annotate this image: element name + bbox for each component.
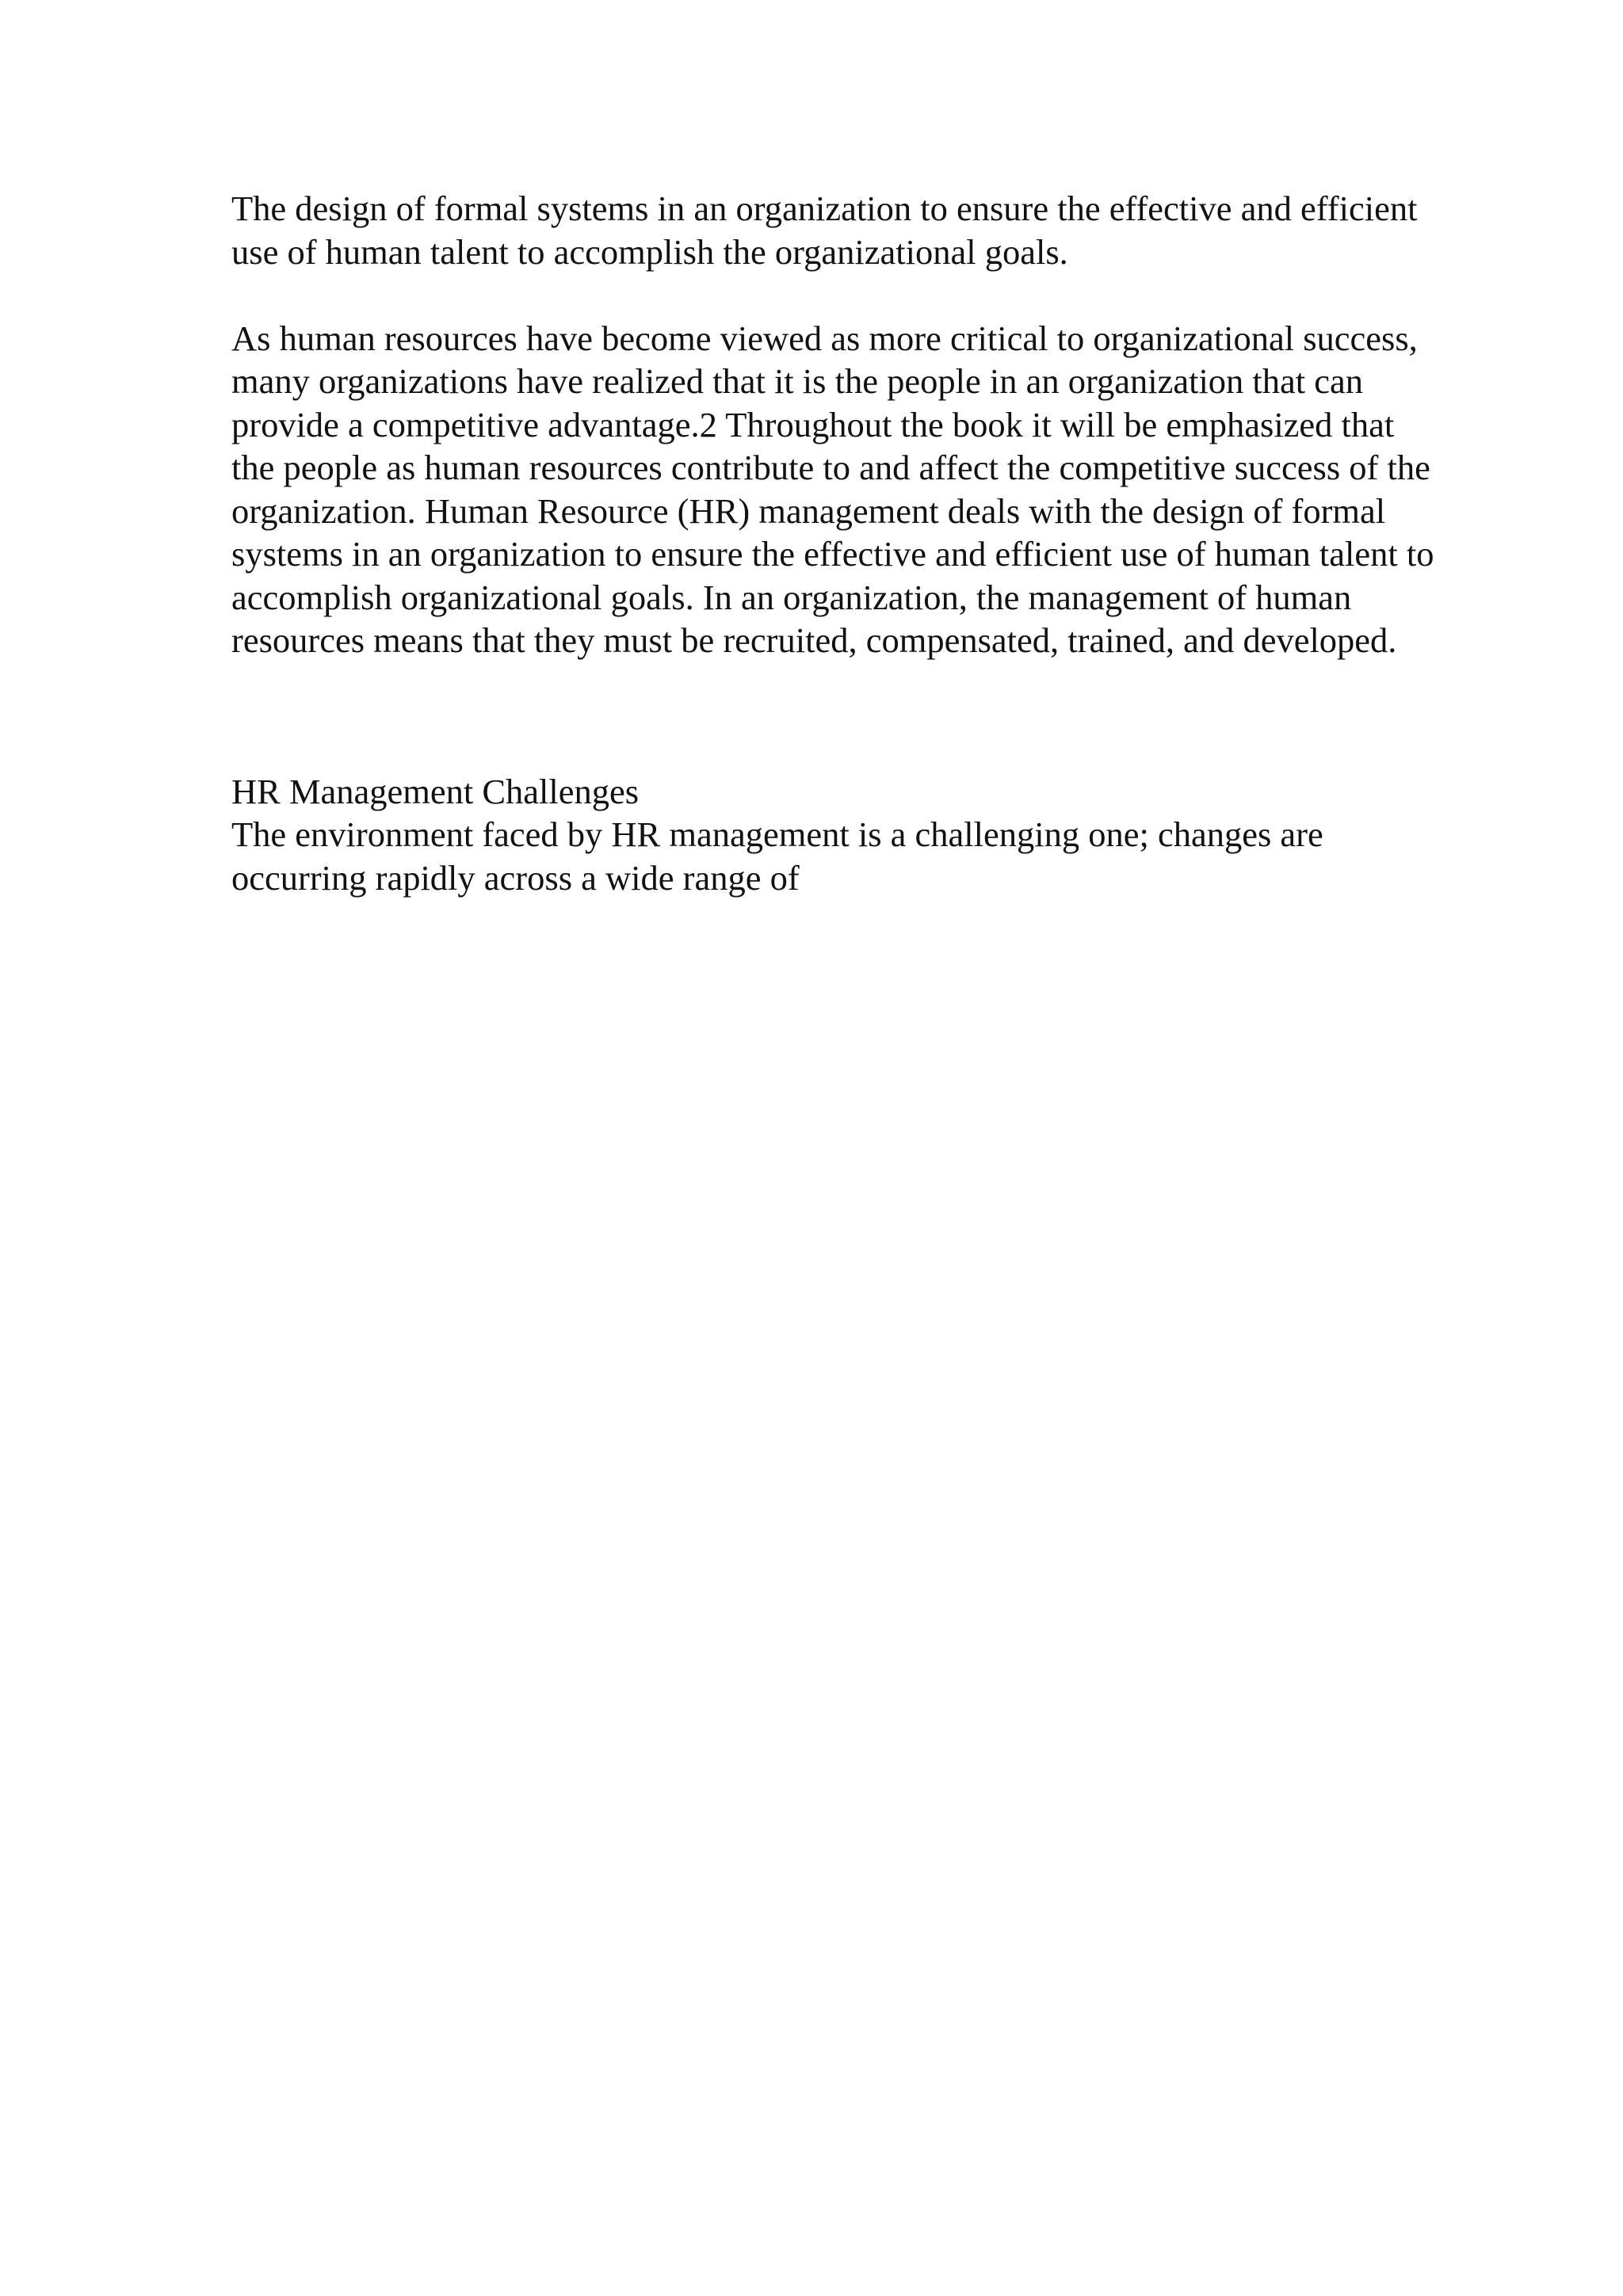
- text-line: As human resources have become viewed as more critical to organizational success,: [231, 318, 1418, 358]
- section-spacer: [231, 662, 1594, 770]
- text-line: accomplish organizational goals. In an organization, the management of human: [231, 577, 1352, 617]
- text-line: systems in an organization to ensure the effective and efficient use of human talent to: [231, 534, 1434, 574]
- text-line: occurring rapidly across a wide range of: [231, 857, 800, 898]
- text-line: many organizations have realized that it is the people in an organization that can: [231, 361, 1364, 401]
- document-body: [231, 187, 1594, 899]
- section-heading: HR Management Challenges: [231, 771, 640, 811]
- text-line: The design of formal systems in an organization to ensure the effective and efficient: [231, 189, 1418, 228]
- text-line: use of human talent to accomplish the organizational goals.: [231, 231, 1068, 272]
- paragraph-spacer: [231, 273, 1594, 317]
- paragraph-hr-overview: [231, 317, 1594, 662]
- text-line: organization. Human Resource (HR) management deals with the design of formal: [231, 490, 1386, 531]
- section-hr-challenges: [231, 770, 1594, 900]
- paragraph-definition: [231, 187, 1594, 273]
- text-line: provide a competitive advantage.2 Throughout the book it will be emphasized that: [231, 404, 1395, 444]
- text-line: resources means that they must be recruited, compensated, trained, and developed.: [231, 620, 1397, 660]
- text-line: The environment faced by HR management is a challenging one; changes are: [231, 814, 1323, 854]
- text-line: the people as human resources contribute to and affect the competitive success of the: [231, 448, 1430, 487]
